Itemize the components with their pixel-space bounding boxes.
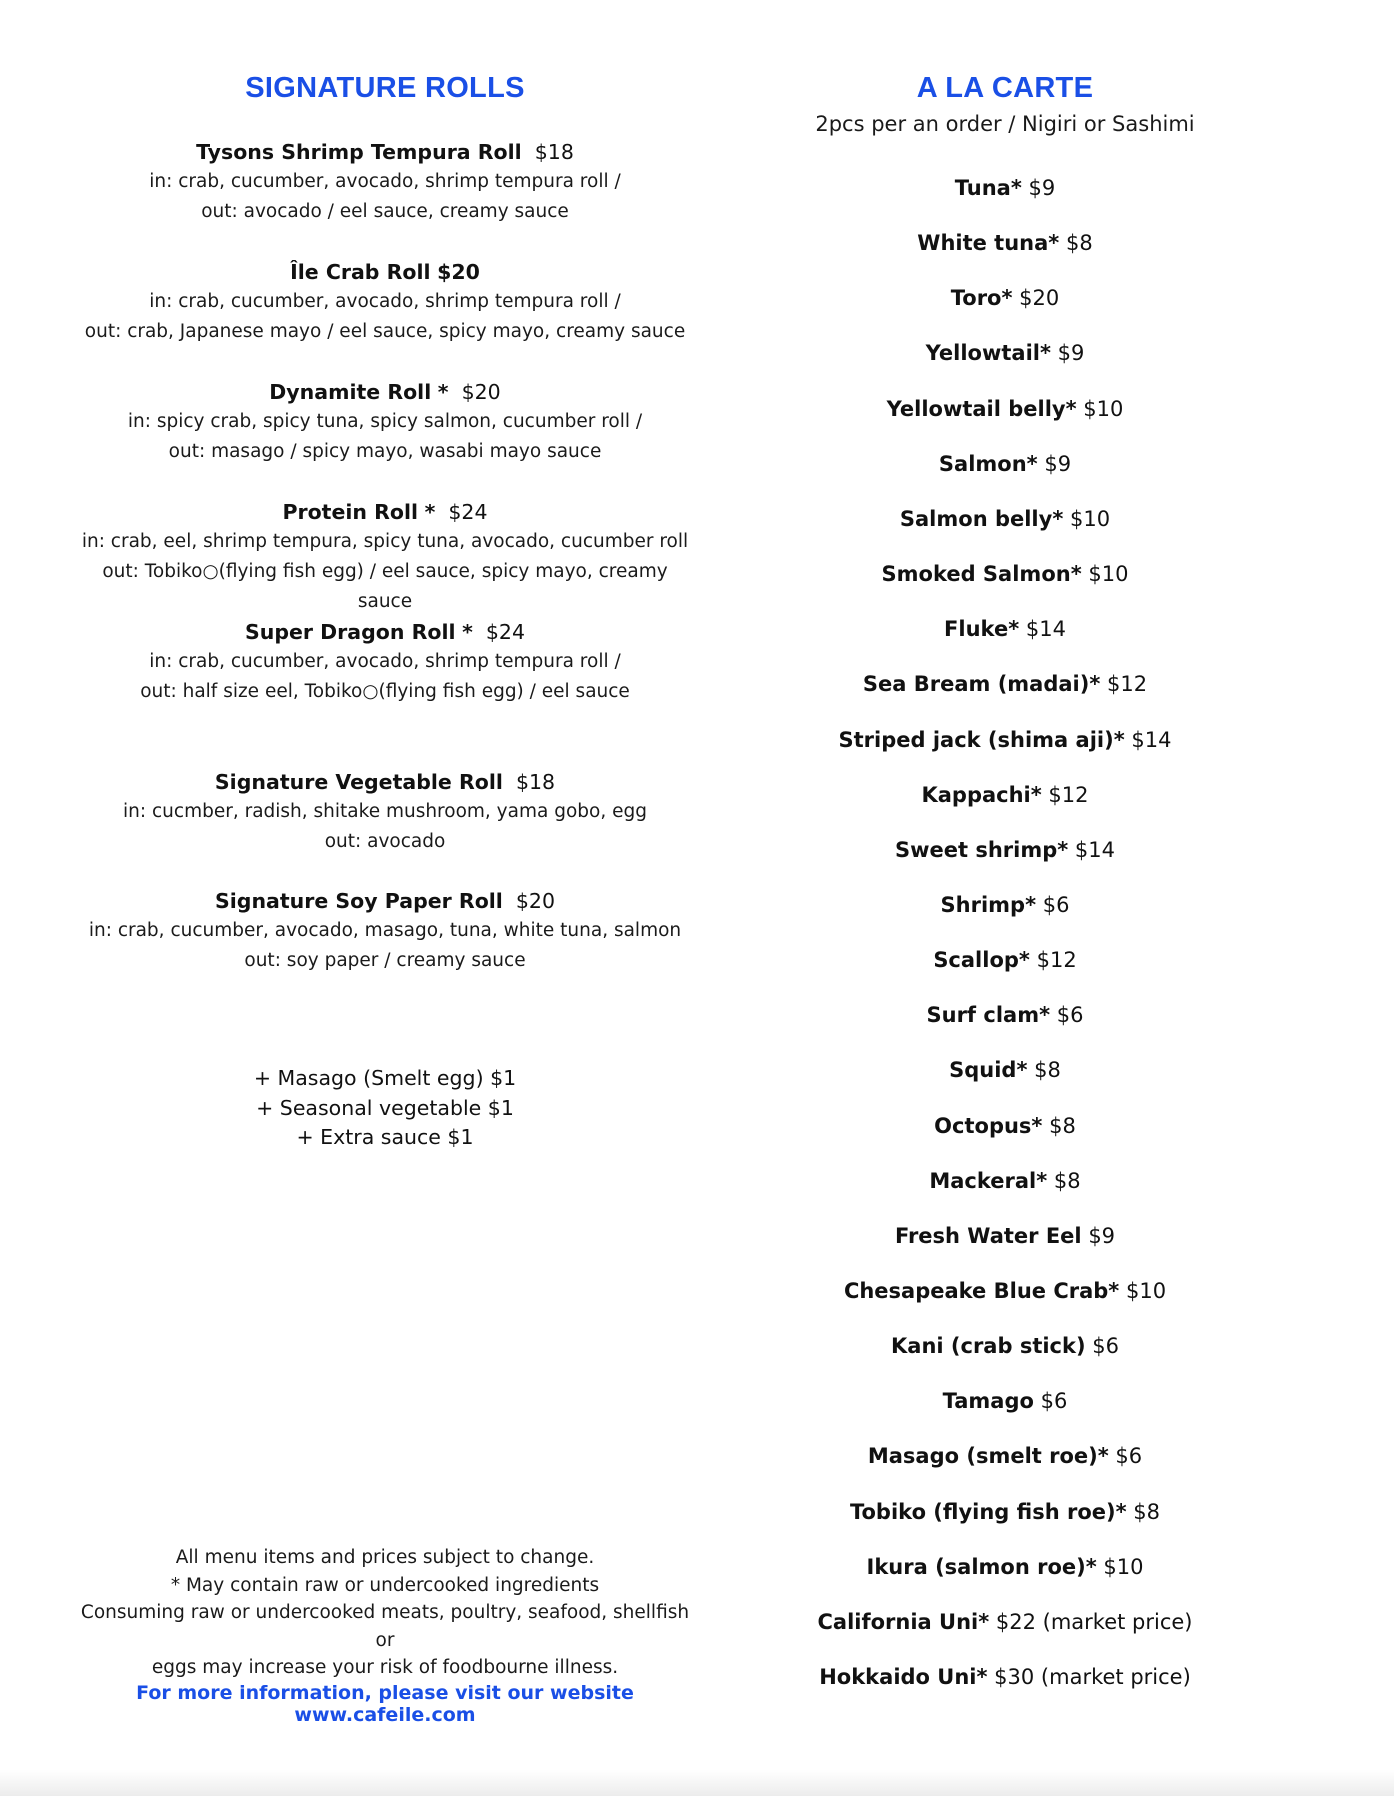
roll-entry	[80, 377, 690, 467]
item-name: Tamago	[942, 1389, 1034, 1413]
notice-line: All menu items and prices subject to change.	[175, 1547, 595, 1568]
roll-ingredients: out: Tobiko○(flying fish egg) / eel sauce, spicy mayo, creamy sauce	[102, 561, 668, 612]
a-la-carte-item	[760, 283, 1250, 313]
roll-heading	[80, 257, 690, 287]
item-name: Toro	[950, 286, 1002, 310]
item-name: Kani (crab stick)	[891, 1334, 1086, 1358]
raw-warning-star: *	[1025, 893, 1037, 917]
a-la-carte-item	[760, 228, 1250, 258]
roll-name: Dynamite Roll	[269, 380, 432, 404]
roll-heading	[80, 767, 690, 797]
item-price: $12	[1036, 948, 1077, 972]
item-name: Masago (smelt roe)	[867, 1444, 1098, 1468]
roll-ingredients: in: crab, cucumber, avocado, shrimp tempura roll /	[149, 171, 621, 192]
item-name: Scallop	[933, 948, 1019, 972]
a-la-carte-item	[760, 173, 1250, 203]
item-name: Kappachi	[921, 783, 1031, 807]
item-name: Squid	[949, 1058, 1017, 1082]
extra-item: + Seasonal vegetable $1	[256, 1095, 514, 1120]
raw-warning-star: *	[978, 1610, 990, 1634]
a-la-carte-item	[760, 945, 1250, 975]
roll-price: $24	[448, 500, 488, 524]
raw-warning-star: *	[1016, 1058, 1028, 1082]
item-name: Mackeral	[929, 1169, 1037, 1193]
roll-name: Île Crab Roll	[290, 260, 431, 284]
roll-heading	[80, 617, 690, 647]
item-name: Tobiko (flying fish roe)	[849, 1500, 1116, 1524]
roll-heading	[80, 377, 690, 407]
item-name: California Uni	[817, 1610, 979, 1634]
item-price: $6	[1092, 1334, 1119, 1358]
notice-line: * May contain raw or undercooked ingredients	[170, 1574, 600, 1596]
a-la-carte-item	[760, 394, 1250, 424]
item-price: $9	[1088, 1224, 1116, 1248]
item-name: Hokkaido Uni	[819, 1665, 977, 1689]
raw-warning-star: *	[1097, 1444, 1109, 1468]
a-la-carte-title: A LA CARTE	[916, 72, 1094, 104]
a-la-carte-item	[760, 614, 1250, 644]
raw-warning-star: *	[1039, 1003, 1051, 1027]
roll-ingredients: in: crab, cucumber, avocado, shrimp tempura roll /	[149, 291, 621, 312]
item-name: Ikura (salmon roe)	[866, 1555, 1086, 1579]
item-name: Salmon belly	[899, 507, 1053, 531]
raw-warning-star: *	[437, 380, 449, 404]
item-name: Striped jack (shima aji)	[838, 728, 1114, 752]
a-la-carte-item	[760, 504, 1250, 534]
item-name: Smoked Salmon	[881, 562, 1071, 586]
a-la-carte-item	[760, 1607, 1250, 1637]
roll-ingredients: in: crab, cucumber, avocado, shrimp tempura roll /	[149, 651, 621, 672]
item-price: $6	[1115, 1444, 1143, 1468]
item-name: Sweet shrimp	[894, 838, 1058, 862]
item-price: $8	[1065, 231, 1093, 255]
roll-heading	[80, 137, 690, 167]
item-price: $6	[1056, 1003, 1084, 1027]
item-name: White tuna	[917, 231, 1049, 255]
roll-heading	[80, 886, 690, 916]
raw-warning-star: *	[1070, 562, 1082, 586]
item-price: $9	[1057, 341, 1085, 365]
raw-warning-star: *	[1089, 672, 1101, 696]
raw-warning-star: *	[1048, 231, 1060, 255]
roll-entry	[80, 137, 690, 227]
notice-line: eggs may increase your risk of foodbourne illness.	[151, 1657, 619, 1678]
roll-name: Signature Soy Paper Roll	[214, 889, 503, 913]
a-la-carte-item	[760, 1552, 1250, 1582]
roll-name: Signature Vegetable Roll	[214, 770, 503, 794]
item-price: $10	[1070, 507, 1111, 531]
roll-ingredients: out: crab, Japanese mayo / eel sauce, spicy mayo, creamy sauce	[84, 321, 686, 342]
item-name: Fluke	[944, 617, 1009, 641]
a-la-carte-item	[760, 1276, 1250, 1306]
a-la-carte-item	[760, 1221, 1250, 1251]
roll-name: Tysons Shrimp Tempura Roll	[196, 140, 522, 164]
item-price: $9	[1028, 176, 1056, 200]
item-price: $9	[1044, 452, 1072, 476]
roll-price: $18	[515, 770, 556, 794]
roll-entry	[80, 886, 690, 976]
item-name: Shrimp	[940, 893, 1026, 917]
notice-line: Consuming raw or undercooked meats, poultry, seafood, shellfish or	[80, 1602, 690, 1651]
a-la-carte-item	[760, 890, 1250, 920]
roll-ingredients: in: crab, cucumber, avocado, masago, tuna, white tuna, salmon	[88, 920, 682, 941]
roll-name: Protein Roll	[282, 500, 419, 524]
raw-warning-star: *	[1065, 397, 1077, 421]
item-price: $8	[1053, 1169, 1081, 1193]
item-name: Fresh Water Eel	[894, 1224, 1082, 1248]
roll-ingredients: in: spicy crab, spicy tuna, spicy salmon, cucumber roll /	[127, 411, 643, 432]
item-price: $8	[1034, 1058, 1061, 1082]
raw-warning-star: *	[1018, 948, 1030, 972]
item-price: $14	[1025, 617, 1066, 641]
roll-entry	[80, 617, 690, 707]
item-name: Tuna	[954, 176, 1011, 200]
raw-warning-star: *	[1115, 1500, 1127, 1524]
raw-warning-star: *	[1026, 452, 1038, 476]
item-price: $8	[1049, 1114, 1076, 1138]
raw-warning-star: *	[1036, 1169, 1048, 1193]
a-la-carte-item	[760, 1441, 1250, 1471]
a-la-carte-item	[760, 1000, 1250, 1030]
roll-price: $18	[534, 140, 574, 164]
raw-warning-star: *	[1113, 728, 1125, 752]
item-price: $10	[1083, 397, 1124, 421]
item-name: Sea Bream (madai)	[862, 672, 1090, 696]
a-la-carte-item	[760, 780, 1250, 810]
a-la-carte-item	[760, 449, 1250, 479]
roll-price: $20	[437, 260, 480, 284]
roll-entry	[80, 497, 690, 617]
raw-warning-star: *	[424, 500, 436, 524]
raw-warning-star: *	[1052, 507, 1064, 531]
a-la-carte-subtitle: 2pcs per an order / Nigiri or Sashimi	[815, 112, 1195, 136]
page-bottom-edge	[0, 1770, 1394, 1796]
item-price: $14	[1131, 728, 1172, 752]
item-price: $10	[1125, 1279, 1167, 1303]
raw-warning-star: *	[462, 620, 473, 644]
item-name: Yellowtail belly	[886, 397, 1066, 421]
item-price: $10	[1088, 562, 1129, 586]
raw-warning-star: *	[1039, 341, 1051, 365]
item-price: $10	[1103, 1555, 1144, 1579]
item-price: $30 (market price)	[994, 1665, 1191, 1689]
roll-entry	[80, 767, 690, 857]
item-price: $20	[1019, 286, 1060, 310]
roll-ingredients: out: soy paper / creamy sauce	[244, 950, 526, 971]
item-name: Salmon	[938, 452, 1027, 476]
item-name: Yellowtail	[925, 341, 1040, 365]
a-la-carte-item	[760, 1497, 1250, 1527]
website-link[interactable]: For more information, please visit our website www.cafeile.com	[136, 1682, 634, 1726]
raw-warning-star: *	[976, 1665, 988, 1689]
item-name: Surf clam	[926, 1003, 1040, 1027]
a-la-carte-item	[760, 725, 1250, 755]
item-price: $22 (market price)	[995, 1610, 1193, 1634]
extra-item: + Extra sauce $1	[296, 1125, 474, 1149]
item-name: Chesapeake Blue Crab	[843, 1279, 1109, 1303]
roll-price: $24	[485, 620, 525, 644]
raw-warning-star: *	[1008, 617, 1020, 641]
raw-warning-star: *	[1085, 1555, 1097, 1579]
roll-ingredients: out: avocado	[324, 831, 446, 852]
roll-name: Super Dragon Roll	[244, 620, 456, 644]
roll-ingredients: in: cucmber, radish, shitake mushroom, yama gobo, egg	[123, 801, 647, 822]
raw-warning-star: *	[1108, 1279, 1120, 1303]
item-price: $6	[1040, 1389, 1068, 1413]
a-la-carte-item	[760, 669, 1250, 699]
menu-notice	[80, 1544, 690, 1682]
item-price: $8	[1133, 1500, 1161, 1524]
roll-ingredients: in: crab, eel, shrimp tempura, spicy tuna, avocado, cucumber roll	[81, 531, 689, 552]
raw-warning-star: *	[1001, 286, 1013, 310]
roll-ingredients: out: masago / spicy mayo, wasabi mayo sauce	[168, 441, 602, 462]
extra-item: + Masago (Smelt egg) $1	[253, 1066, 517, 1090]
extras-list	[80, 1064, 690, 1153]
a-la-carte-item	[760, 1055, 1250, 1085]
a-la-carte-item	[760, 1111, 1250, 1141]
a-la-carte-item	[760, 1386, 1250, 1416]
roll-ingredients: out: avocado / eel sauce, creamy sauce	[201, 201, 569, 222]
item-name: Octopus	[934, 1114, 1032, 1138]
a-la-carte-item	[760, 1662, 1250, 1692]
a-la-carte-item	[760, 1331, 1250, 1361]
roll-ingredients: out: half size eel, Tobiko○(flying fish egg) / eel sauce	[140, 681, 630, 702]
roll-price: $20	[461, 380, 501, 404]
roll-heading	[80, 497, 690, 527]
item-price: $12	[1107, 672, 1148, 696]
item-price: $14	[1074, 838, 1116, 862]
signature-rolls-title: SIGNATURE ROLLS	[245, 72, 525, 104]
raw-warning-star: *	[1010, 176, 1022, 200]
raw-warning-star: *	[1031, 1114, 1043, 1138]
roll-price: $20	[515, 889, 556, 913]
a-la-carte-item	[760, 1166, 1250, 1196]
raw-warning-star: *	[1057, 838, 1069, 862]
roll-entry	[80, 257, 690, 347]
raw-warning-star: *	[1030, 783, 1042, 807]
item-price: $6	[1042, 893, 1070, 917]
a-la-carte-item	[760, 559, 1250, 589]
a-la-carte-item	[760, 338, 1250, 368]
item-price: $12	[1048, 783, 1089, 807]
a-la-carte-item	[760, 835, 1250, 865]
